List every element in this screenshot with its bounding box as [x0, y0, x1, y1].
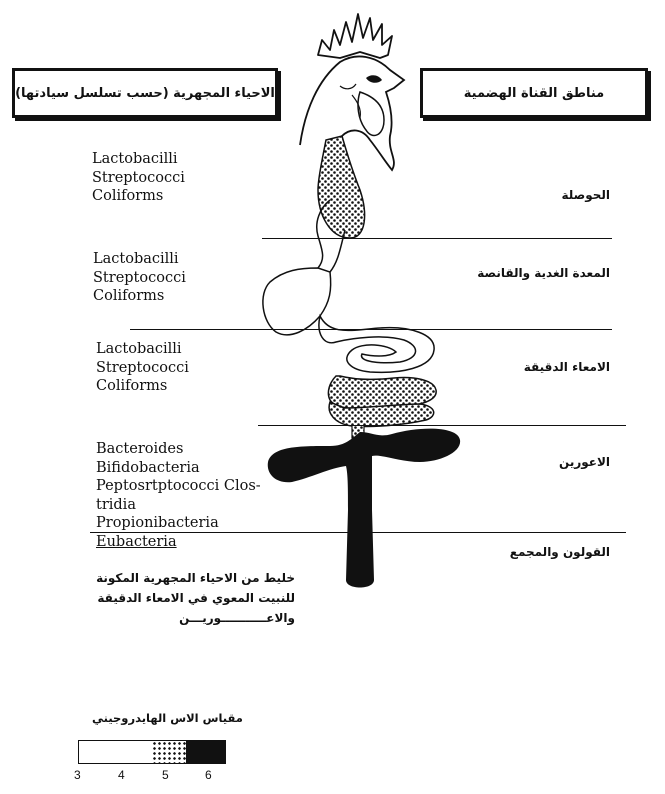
- bacteria-item: Streptococci: [96, 359, 189, 376]
- bacteria-item: Propionibacteria: [96, 515, 219, 531]
- mixed-note-line: خليط من الاحياء المجهرية المكونة: [96, 571, 295, 585]
- bacteria-list-crop: [92, 150, 185, 206]
- zone-label-crop: الحوصلة: [561, 188, 610, 202]
- ph-segment-white: [79, 741, 152, 763]
- bacteria-list-small-intestine: [96, 340, 189, 396]
- bacteria-item: Streptococci: [93, 269, 186, 286]
- ph-tick: 5: [162, 768, 169, 782]
- bacteria-item: Coliforms: [92, 188, 164, 204]
- ph-segment-dotted: [152, 741, 186, 763]
- bacteria-item: Coliforms: [96, 378, 168, 394]
- bacteria-item: Coliforms: [93, 288, 165, 304]
- bacteria-item: Peptosrtptococci Clos-: [96, 478, 261, 494]
- zone-label-small-intestine: الامعاء الدقيقة: [523, 360, 610, 374]
- caeca: [268, 429, 460, 588]
- bacteria-item: Lactobacilli: [92, 151, 178, 167]
- ph-tick: 4: [118, 768, 125, 782]
- zone-label-colon: القولون والمجمع: [509, 545, 610, 559]
- divider-3: [258, 425, 626, 426]
- bacteria-item: tridia: [96, 496, 136, 513]
- bacteria-item: Lactobacilli: [96, 341, 182, 357]
- ph-tick: 6: [205, 768, 212, 782]
- divider-2: [130, 329, 612, 330]
- rooster-comb: [318, 14, 392, 58]
- bacteria-item: Bacteroides: [96, 441, 184, 457]
- small-intestine: [319, 316, 434, 372]
- bacteria-item: Streptococci: [92, 169, 185, 186]
- bacteria-list-gizzard: [93, 250, 186, 306]
- divider-1: [262, 238, 612, 239]
- bacteria-item: Bifidobacteria: [96, 459, 200, 476]
- crop: [318, 136, 365, 238]
- ph-tick: 3: [74, 768, 81, 782]
- zone-label-caeca: الاعورين: [559, 455, 610, 469]
- rooster-wattle: [358, 92, 384, 135]
- mixed-flora-note: [90, 568, 295, 628]
- microorganisms-header-text: الاحياء المجهرية (حسب تسلسل سيادتها): [15, 85, 275, 101]
- mixed-note-line: للنبيت المعوي في الامعاء الدقيقة: [97, 591, 295, 605]
- bacteria-list-caeca: [96, 440, 261, 551]
- ph-segment-black: [186, 741, 225, 763]
- rooster-head: [300, 56, 404, 170]
- rooster-eye: [366, 75, 382, 83]
- bacteria-item: Eubacteria: [96, 533, 177, 550]
- ph-scale-title: مقياس الاس الهايدروجيني: [92, 711, 243, 725]
- microorganisms-header: [12, 68, 278, 118]
- tract-regions-header: [420, 68, 648, 118]
- ph-scale-bar: [78, 740, 226, 764]
- mixed-note-line: والاعـــــــــــوريـــن: [179, 611, 295, 625]
- tract-regions-header-text: مناطق القناة الهضمية: [463, 85, 605, 101]
- zone-label-gizzard: المعدة الغدية والقانصة: [477, 266, 610, 280]
- bacteria-item: Lactobacilli: [93, 251, 179, 267]
